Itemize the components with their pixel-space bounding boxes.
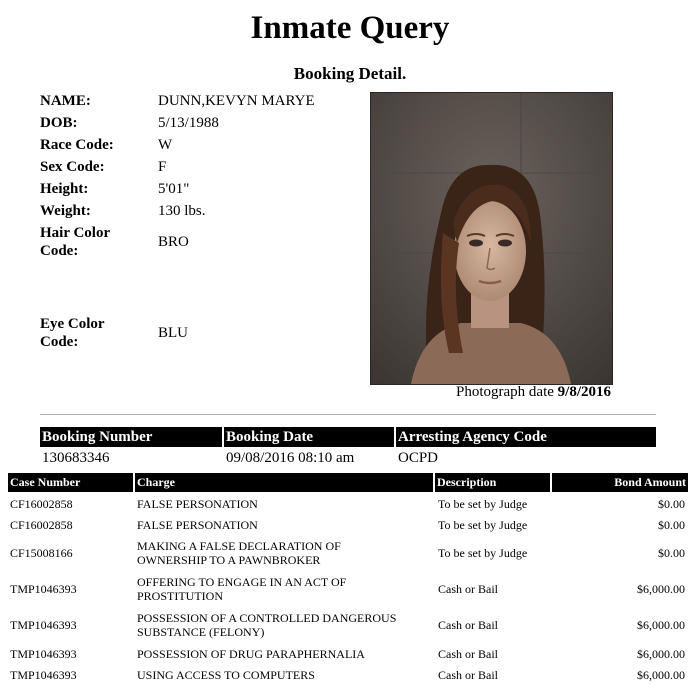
charge-cell: FALSE PERSONATION <box>137 497 258 511</box>
case-number-cell: CF16002858 <box>10 518 73 532</box>
sex-value: F <box>158 159 167 175</box>
charge-cell: POSSESSION OF A CONTROLLED DANGEROUS SUBSTANCE (FELONY) <box>137 611 397 639</box>
weight-value: 130 lbs. <box>158 203 206 219</box>
booking-number-value: 130683346 <box>42 450 110 466</box>
photo-caption-prefix: Photograph date <box>456 384 554 400</box>
weight-label: Weight: <box>40 203 91 219</box>
booking-photo-image <box>371 93 612 384</box>
case-number-cell: TMP1046393 <box>10 668 77 682</box>
dob-label: DOB: <box>40 115 78 131</box>
case-number-cell: CF15008166 <box>10 546 73 560</box>
page-subtitle: Booking Detail. <box>293 64 407 83</box>
case-number-header: Case Number <box>8 473 133 492</box>
description-cell: To be set by Judge <box>438 546 528 560</box>
case-number-cell: TMP1046393 <box>10 582 77 596</box>
booking-date-header: Booking Date <box>224 427 394 447</box>
bond-cell: $6,000.00 <box>637 647 685 661</box>
charge-cell: USING ACCESS TO COMPUTERS <box>137 668 315 682</box>
hair-value: BRO <box>158 234 189 250</box>
bond-cell: $6,000.00 <box>637 618 685 632</box>
name-label: NAME: <box>40 93 91 109</box>
bond-cell: $0.00 <box>658 518 685 532</box>
charge-cell: MAKING A FALSE DECLARATION OF OWNERSHIP TO A PAWNBROKER <box>137 539 341 567</box>
case-number-cell: CF16002858 <box>10 497 73 511</box>
charge-cell: OFFERING TO ENGAGE IN AN ACT OF PROSTITUTION <box>137 575 347 603</box>
eye-value: BLU <box>158 325 188 341</box>
eye-label: Eye Color Code: <box>40 316 105 350</box>
race-value: W <box>158 137 173 153</box>
photo-caption <box>370 384 611 401</box>
race-label: Race Code: <box>40 137 114 153</box>
case-number-cell: TMP1046393 <box>10 647 77 661</box>
charge-cell: POSSESSION OF DRUG PARAPHERNALIA <box>137 647 365 661</box>
agency-code-value: OCPD <box>398 450 439 466</box>
booking-number-header: Booking Number <box>40 427 222 447</box>
bond-cell: $0.00 <box>658 497 685 511</box>
booking-date-value: 09/08/2016 08:10 am <box>226 450 355 466</box>
description-cell: Cash or Bail <box>438 647 498 661</box>
description-cell: To be set by Judge <box>438 497 528 511</box>
height-value: 5'01" <box>158 181 190 197</box>
charge-cell: FALSE PERSONATION <box>137 518 258 532</box>
bond-cell: $6,000.00 <box>637 582 685 596</box>
name-value: DUNN,KEVYN MARYE <box>158 93 315 109</box>
dob-value: 5/13/1988 <box>158 115 219 131</box>
description-cell: To be set by Judge <box>438 518 528 532</box>
section-divider <box>40 414 656 415</box>
height-label: Height: <box>40 181 89 197</box>
case-number-cell: TMP1046393 <box>10 618 77 632</box>
description-cell: Cash or Bail <box>438 618 498 632</box>
description-header: Description <box>435 473 550 492</box>
photo-date: 9/8/2016 <box>557 384 611 400</box>
sex-label: Sex Code: <box>40 159 105 175</box>
bond-cell: $0.00 <box>658 546 685 560</box>
booking-photo <box>370 92 613 385</box>
bond-cell: $6,000.00 <box>637 668 685 682</box>
agency-code-header: Arresting Agency Code <box>396 427 656 447</box>
charge-header: Charge <box>135 473 433 492</box>
bond-amount-header: Bond Amount <box>552 473 688 492</box>
page-title: Inmate Query <box>250 10 450 46</box>
hair-label: Hair Color Code: <box>40 225 110 259</box>
description-cell: Cash or Bail <box>438 582 498 596</box>
description-cell: Cash or Bail <box>438 668 498 682</box>
